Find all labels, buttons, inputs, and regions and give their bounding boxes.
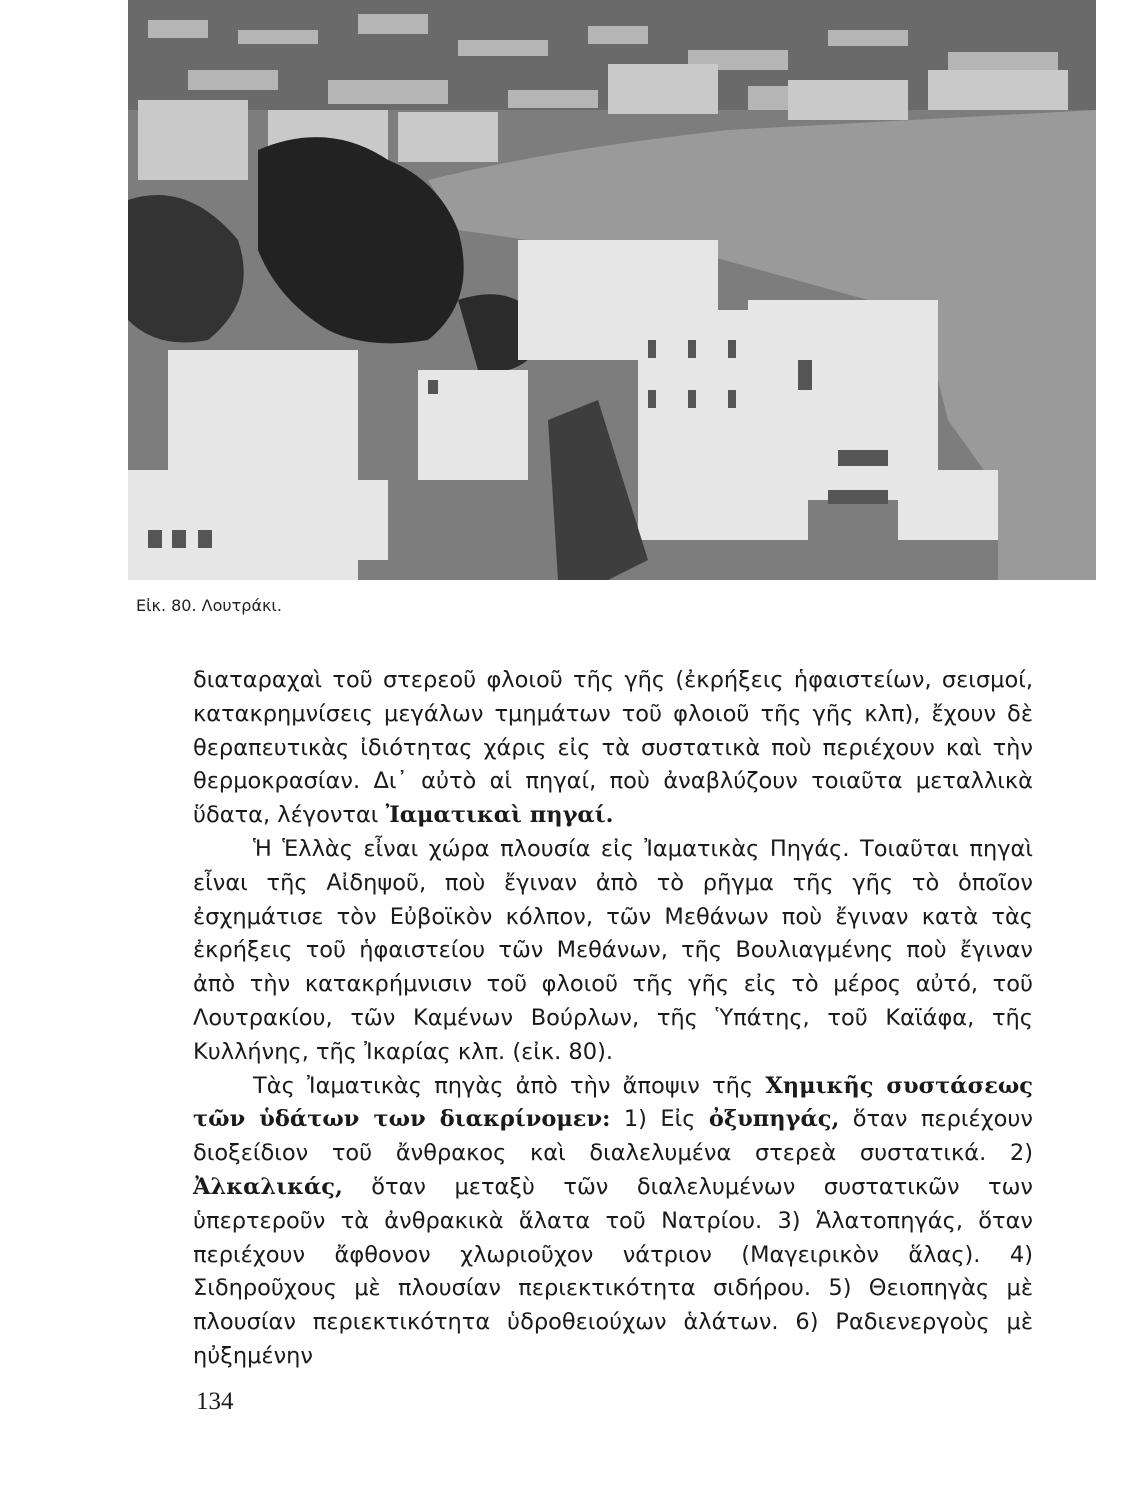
term-oxypigai: ὀξυπηγάς, (708, 1106, 840, 1133)
paragraph-2: Ἡ Ἑλλὰς εἶναι χώρα πλουσία εἰς Ἰαματικὰς Πηγάς. Τοιαῦται πηγαὶ εἶναι τῆς Αἰδηψοῦ, ποὺ ἔγιναν ἀπὸ τὸ ρῆγμα τῆς γῆς τὸ ὁποῖον ἐσχημάτισε τὸν Εὐβοϊκὸν κόλπον, τῶν Μεθάνων ποὺ ἔγιναν κατὰ τὰς ἐκρήξεις τοῦ ἡφαιστείου τῶν Μεθάνων, τῆς Βουλιαγμένης ποὺ ἔγιναν ἀπὸ τὴν κατακρήμνισιν τοῦ φλοιοῦ τῆς γῆς εἰς τὸ μέρος αὐτό, τοῦ Λουτρακίου, τῶν Καμένων Βούρλων, τῆς Ὑπάτης, τοῦ Καϊάφα, τῆς Κυλλήνης, τῆς Ἰκαρίας κλπ. (εἰκ. 80). (193, 835, 1033, 1065)
term-chemical-composition: Χημικῆς συστάσεως τῶν ὑδάτων των διακρίνομεν: (193, 1072, 1033, 1133)
loutraki-photo-drawing (128, 0, 1096, 580)
paragraph-1-text: διαταραχαὶ τοῦ στερεοῦ φλοιοῦ τῆς γῆς (ἐκρήξεις ἡφαιστείων, σεισμοί, κατακρημνίσεις μεγάλων τμημάτων τοῦ φλοιοῦ τῆς γῆς κλπ), ἔχουν δὲ θεραπευτικὰς ἰδιότητας χάρις εἰς τὰ συστατικὰ ποὺ περιέχουν καὶ τὴν θερμοκρασίαν. Δι᾽ αὐτὸ αἱ πηγαί, ποὺ ἀναβλύζουν τοιαῦτα μεταλλικὰ ὕδατα, λέγονται (193, 667, 1033, 829)
term-iamatikai-pigai: Ἰαματικαὶ πηγαί. (385, 802, 614, 829)
term-alkalikes: Ἀλκαλικάς, (193, 1173, 343, 1200)
paragraph-3 (193, 1070, 1033, 1374)
paragraph-3-text-3: ὅταν περιέχουν διοξείδιον τοῦ ἄνθρακος καὶ διαλελυμένα στερεὰ συστατικά. 2) (193, 1106, 1033, 1167)
paragraph-1 (193, 664, 1033, 833)
paragraph-3-text-2: 1) Εἰς (610, 1106, 709, 1133)
paragraph-3-text-4: ὅταν μεταξὺ τῶν διαλελυμένων συστατικῶν των ὑπερτεροῦν τὰ ἀνθρακικὰ ἅλατα τοῦ Νατρίου. 3) Ἁλατοπηγάς, ὅταν περιέχουν ἄφθονον χλωριοῦχον νάτριον (Μαγειρικὸν ἅλας). 4) Σιδηροῦχους μὲ πλουσίαν περιεκτικότητα σιδήρου. 5) Θειοπηγὰς μὲ πλουσίαν περιεκτικότητα ὑδροθειούχων ἁλάτων. 6) Ραδιενεργοὺς μὲ ηὐξημένην (193, 1173, 1033, 1369)
loutraki-photo (128, 0, 1096, 580)
figure-caption: Εἰκ. 80. Λουτράκι. (136, 596, 282, 615)
page-number: 134 (196, 1388, 234, 1415)
paragraph-3-text-1: Τὰς Ἰαματικὰς πηγὰς ἀπὸ τὴν ἄποψιν τῆς (253, 1072, 766, 1099)
body-text (193, 664, 1033, 1374)
